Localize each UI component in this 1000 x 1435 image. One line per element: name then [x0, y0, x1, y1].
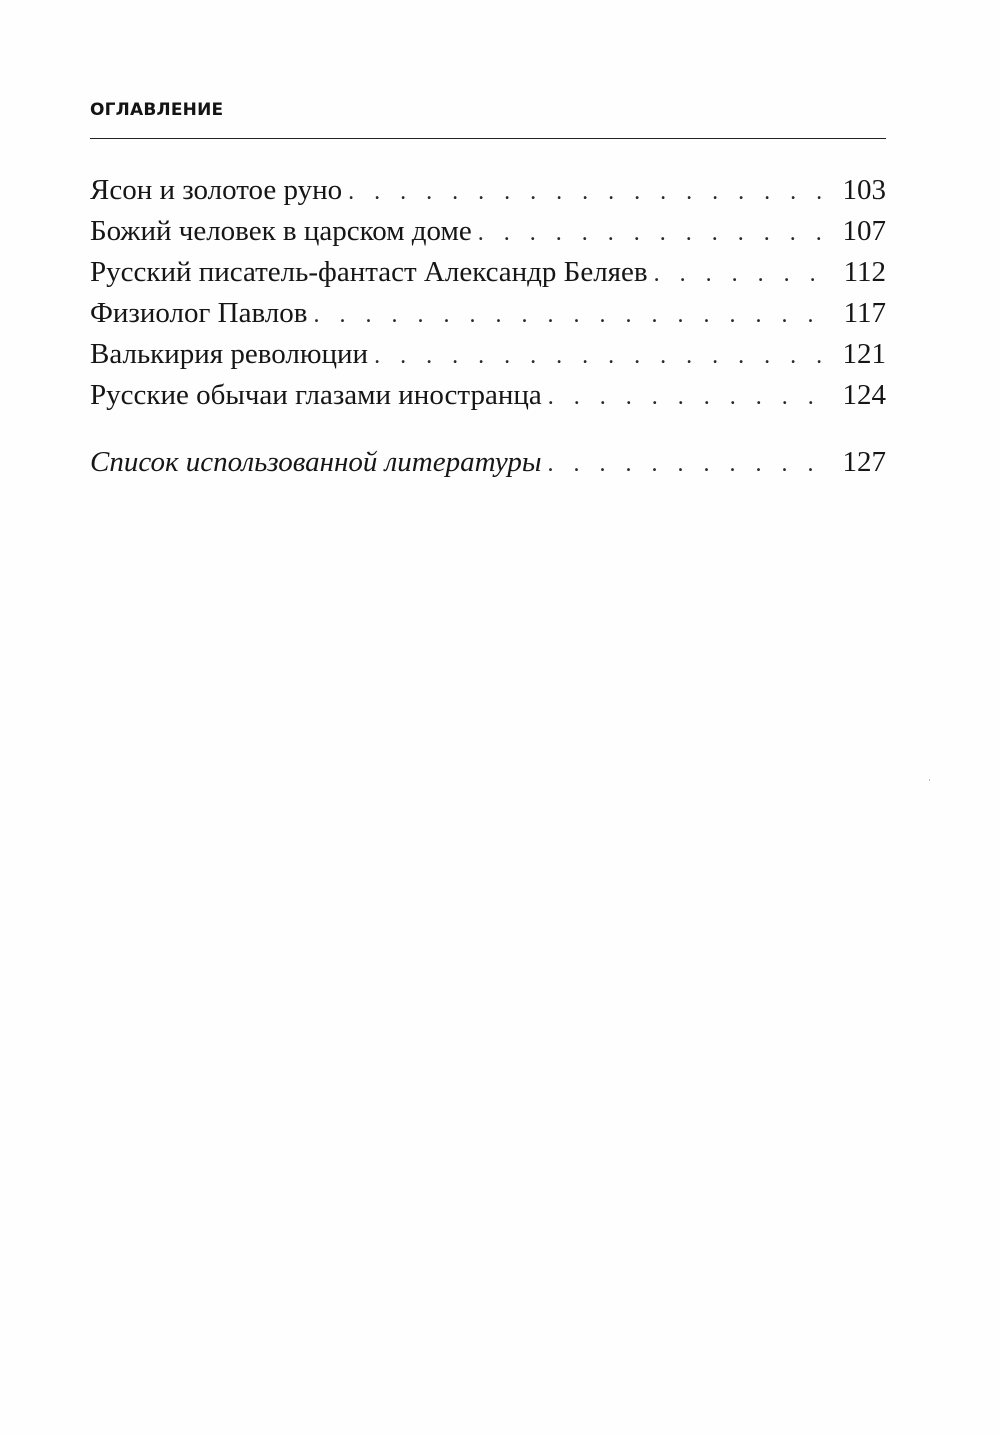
toc-entry-page: 103 [842, 174, 886, 206]
dot-leader [478, 213, 831, 254]
section-heading: ОГЛАВЛЕНИЕ [90, 100, 224, 120]
dot-leader [654, 254, 832, 295]
toc-entry-title: Физиолог Павлов [90, 297, 308, 329]
toc-entry-page: 127 [842, 446, 886, 478]
toc-entry [90, 170, 886, 211]
toc-entry-page: 121 [842, 338, 886, 370]
dot-leader [313, 295, 831, 336]
toc-entry-page: 124 [842, 379, 886, 411]
dot-leader [374, 336, 830, 377]
scan-speck [929, 779, 930, 781]
toc-entry-page: 107 [842, 215, 886, 247]
toc-entry-title: Русский писатель-фантаст Александр Беляев [90, 256, 648, 288]
toc-entry [90, 375, 886, 416]
dot-leader [547, 444, 830, 485]
toc-entry-bibliography [90, 442, 886, 483]
toc-entry-title: Божий человек в царском доме [90, 215, 472, 247]
toc-entry [90, 211, 886, 252]
toc-entry-page: 117 [843, 297, 886, 329]
toc-entry-title: Валькирия революции [90, 338, 369, 370]
dot-leader [348, 172, 830, 213]
toc-entry-title: Русские обычаи глазами иностранца [90, 379, 542, 411]
heading-rule [90, 138, 886, 139]
dot-leader [548, 377, 831, 418]
table-of-contents [90, 170, 886, 483]
toc-entry [90, 334, 886, 375]
toc-entry [90, 252, 886, 293]
toc-entry [90, 293, 886, 334]
toc-entry-title: Список использованной литературы [90, 446, 542, 478]
toc-entry-page: 112 [843, 256, 886, 288]
toc-entry-title: Ясон и золотое руно [90, 174, 343, 206]
